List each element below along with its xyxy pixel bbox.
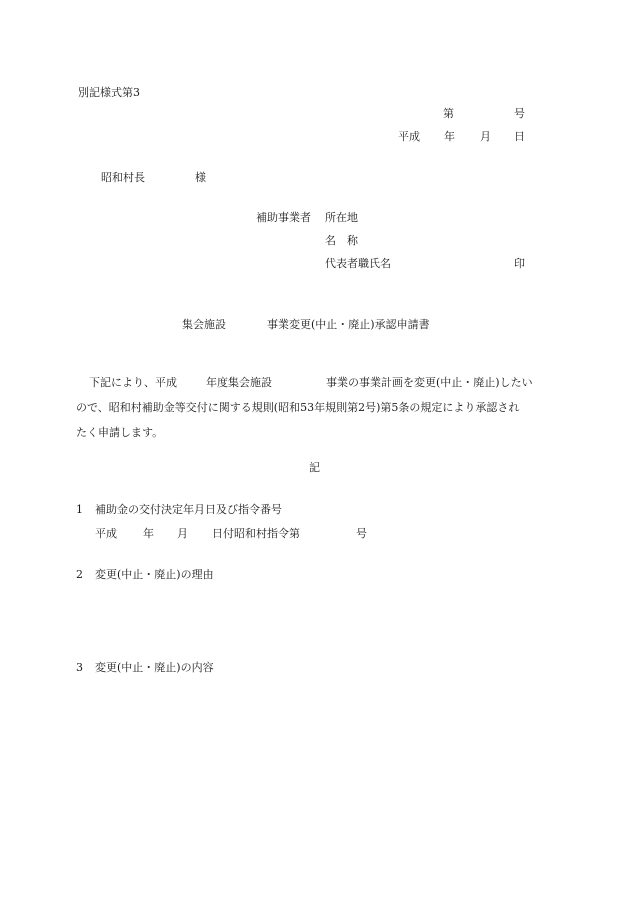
date-month: 月 [480, 130, 491, 143]
title-part1: 集会施設 [182, 318, 226, 331]
item-3-number: 3 [76, 661, 83, 674]
body-line1-c: 事業の事業計画を変更(中止・廃止)したい [326, 376, 533, 389]
item-1-sub-go: 号 [356, 527, 367, 540]
body-line1-b: 年度集会施設 [206, 376, 272, 389]
date-year: 年 [444, 130, 455, 143]
date-era: 平成 [398, 130, 420, 143]
applicant-name-label: 名 称 [325, 234, 358, 247]
item-1-sub-year: 年 [143, 527, 154, 540]
date-day: 日 [514, 130, 525, 143]
item-1-sub-month: 月 [177, 527, 188, 540]
addressee-name: 昭和村長 [101, 171, 145, 184]
item-1-number: 1 [76, 503, 83, 516]
body-line3: たく申請します。 [76, 426, 164, 439]
applicant-representative-label: 代表者職氏名 [325, 257, 391, 270]
applicant-label: 補助事業者 [256, 211, 311, 224]
body-line2: ので、昭和村補助金等交付に関する規則(昭和53年規則第2号)第5条の規定により承認され [76, 401, 520, 414]
item-1-sub-era: 平成 [95, 527, 117, 540]
seal-mark: 印 [514, 257, 525, 270]
item-3-label: 変更(中止・廃止)の内容 [95, 661, 214, 674]
body-line1-a: 下記により、平成 [89, 376, 177, 389]
title-part2: 事業変更(中止・廃止)承認申請書 [267, 318, 430, 331]
form-number: 別記様式第3 [78, 86, 140, 99]
doc-number-dai: 第 [443, 107, 454, 120]
addressee-honorific: 様 [195, 171, 206, 184]
applicant-location-label: 所在地 [325, 211, 358, 224]
item-2-label: 変更(中止・廃止)の理由 [95, 568, 214, 581]
item-1-label: 補助金の交付決定年月日及び指令番号 [95, 503, 282, 516]
item-1-sub-day-text: 日付昭和村指令第 [212, 527, 300, 540]
ki-heading: 記 [309, 461, 320, 474]
doc-number-go: 号 [514, 107, 525, 120]
item-2-number: 2 [76, 568, 83, 581]
